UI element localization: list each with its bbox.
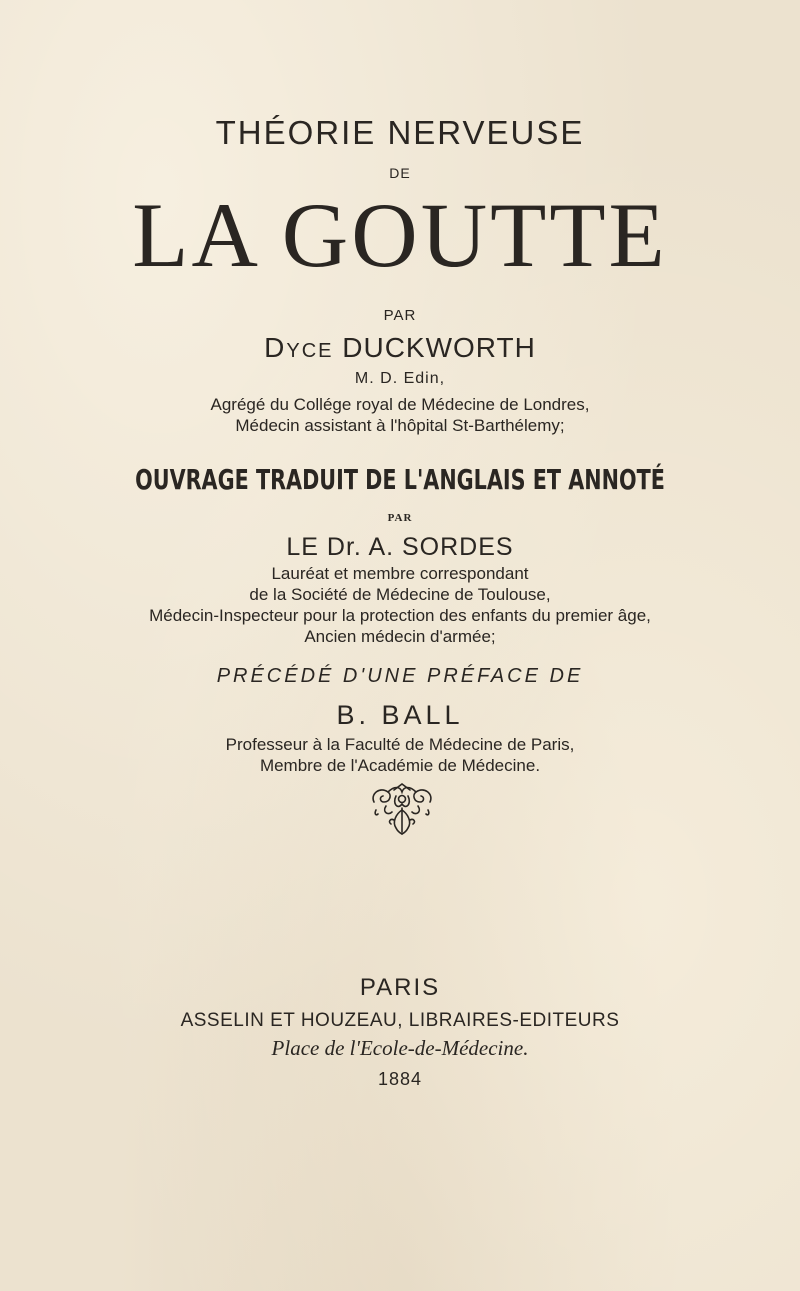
by-label: PAR: [383, 307, 417, 324]
publication-city: PARIS: [359, 974, 441, 1001]
translator-credential-1: Lauréat et membre correspondant: [271, 564, 529, 583]
preface-author-position-1: Professeur à la Faculté de Médecine de Paris,: [225, 735, 575, 754]
author-position-1: Agrégé du Collége royal de Médecine de Londres,: [210, 395, 590, 414]
preface-author: B. BALL: [336, 700, 464, 730]
title-line-theorie: THÉORIE NERVEUSE: [215, 114, 585, 151]
publication-year: 1884: [377, 1069, 423, 1089]
printer-ornament-icon: [366, 780, 438, 840]
preface-author-position-2: Membre de l'Académie de Médecine.: [259, 756, 541, 775]
translator-credential-4: Ancien médecin d'armée;: [304, 627, 496, 646]
translator-name: LE Dr. A. SORDES: [286, 533, 514, 561]
author-last-name: DUCKWORTH: [342, 332, 536, 363]
title-line-de: DE: [389, 165, 411, 181]
author-name: [0, 334, 800, 362]
author-first-name: Dyce: [264, 332, 334, 363]
author-position-2: Médecin assistant à l'hôpital St-Barthélemy;: [235, 416, 565, 435]
title-line-la-goutte: LA GOUTTE: [132, 184, 668, 286]
preface-line: PRÉCÉDÉ D'UNE PRÉFACE DE: [216, 665, 584, 687]
author-degree: M. D. Edin,: [354, 370, 446, 387]
by-label-2: PAR: [387, 512, 413, 524]
translator-credential-3: Médecin-Inspecteur pour la protection des enfants du premier âge,: [149, 606, 651, 625]
translation-note: OUVRAGE TRADUIT DE L'ANGLAIS ET ANNOTÉ: [135, 463, 665, 496]
publisher: ASSELIN ET HOUZEAU, LIBRAIRES-EDITEURS: [180, 1010, 620, 1031]
publisher-address: Place de l'Ecole-de-Médecine.: [271, 1036, 529, 1060]
translator-credential-2: de la Société de Médecine de Toulouse,: [249, 585, 551, 604]
